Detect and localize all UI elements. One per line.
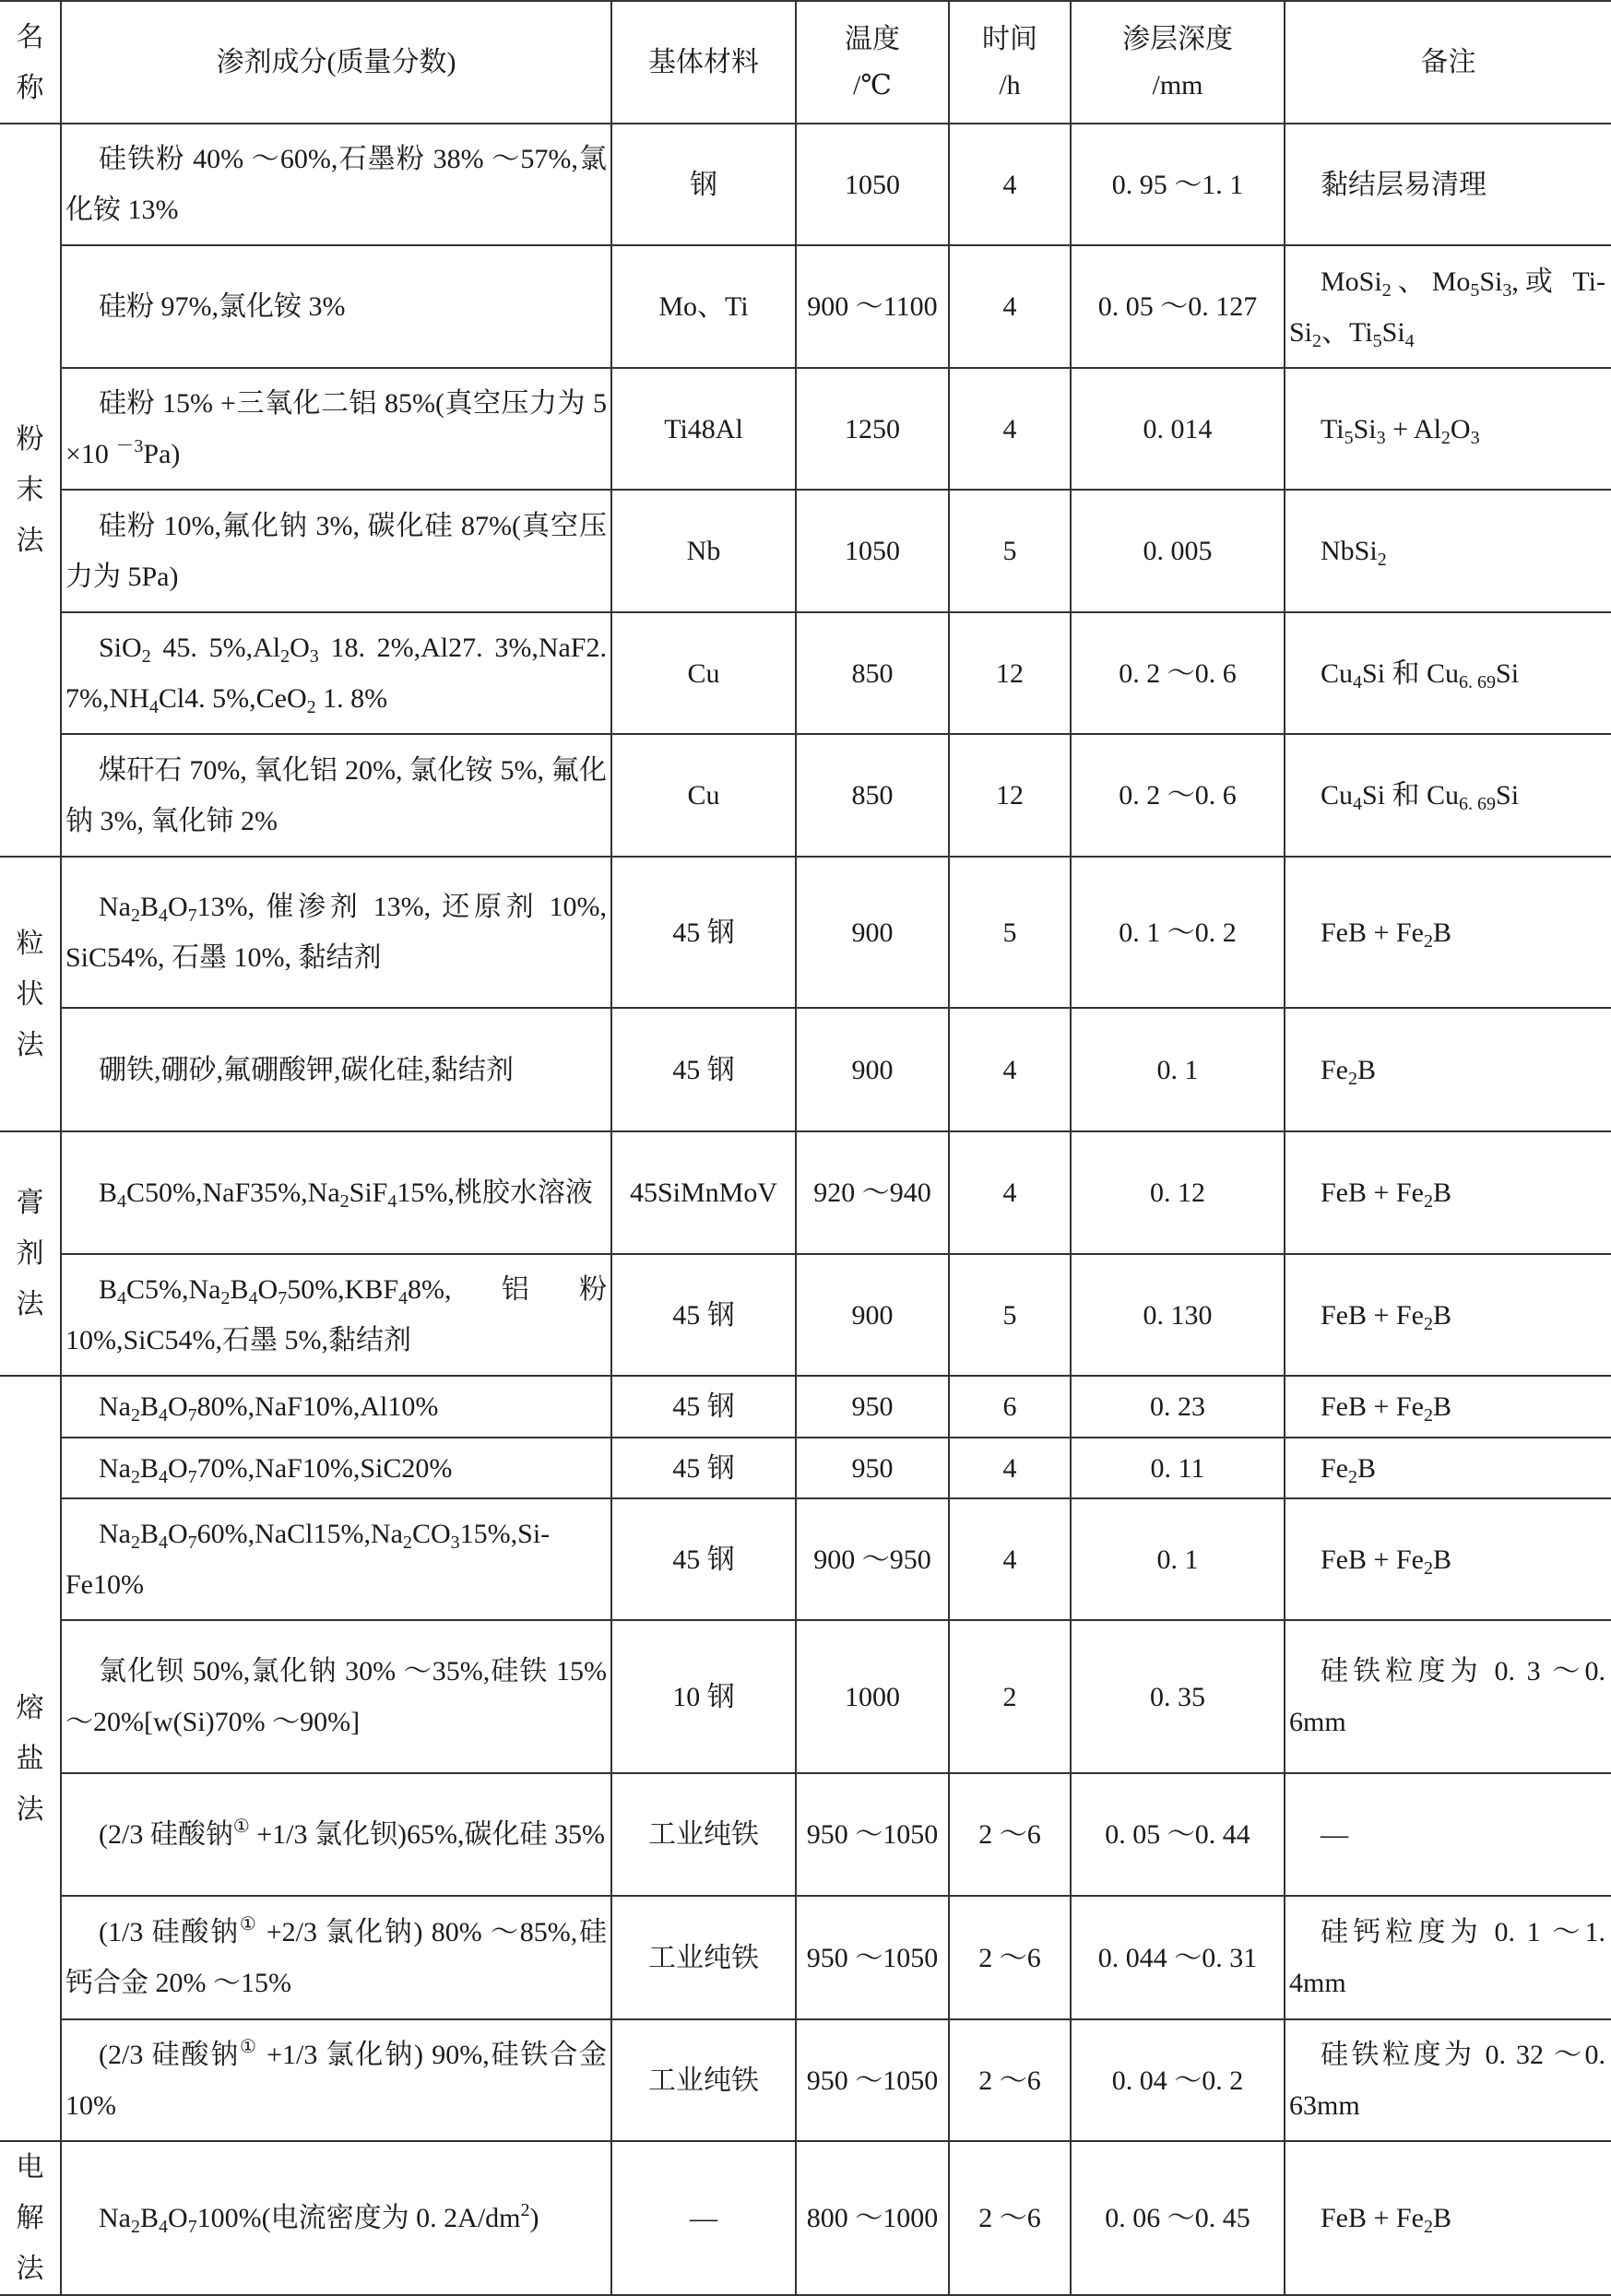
header-time [949, 1, 1071, 124]
depth-cell: 0. 95 ～1. 1 [1071, 124, 1285, 245]
subscript: 5 [1470, 279, 1480, 301]
depth-cell: 0. 1 [1071, 1498, 1285, 1620]
substrate-cell: Mo、Ti [611, 245, 796, 368]
header-depth [1071, 1, 1285, 124]
remark-cell: — [1285, 1773, 1611, 1896]
header-temperature-label: 温度 [845, 23, 900, 54]
subscript: 2 [130, 1533, 140, 1553]
time-cell: 4 [949, 1008, 1071, 1131]
substrate-cell: 45 钢 [611, 1498, 796, 1620]
composition-cell: 硅铁粉 40% ～60%,石墨粉 38% ～57%,氯化铵 13% [61, 124, 611, 245]
superscript: 2 [520, 2200, 530, 2220]
composition-cell: 硅粉 10%,氟化钠 3%, 碳化硅 87%(真空压力为 5Pa) [61, 490, 611, 612]
subscript: 7 [187, 1466, 197, 1487]
table-row [0, 1254, 1611, 1376]
subscript: 7 [278, 1288, 288, 1308]
remark-cell: NbSi$_2$ [1285, 490, 1611, 612]
subscript: 2 [1348, 1068, 1357, 1089]
temperature-cell: 850 [796, 734, 949, 857]
depth-cell: 0. 044 ～0. 31 [1071, 1896, 1285, 2019]
header-temperature-unit: /℃ [853, 69, 892, 101]
time-cell: 4 [949, 1498, 1071, 1620]
method-group-cell: 膏剂法 [0, 1131, 61, 1376]
depth-cell: 0. 05 ～0. 44 [1071, 1773, 1285, 1896]
depth-cell: 0. 130 [1071, 1254, 1285, 1376]
time-cell: 2 ～6 [949, 2141, 1071, 2295]
temperature-cell: 900 [796, 857, 949, 1008]
subscript: 7 [187, 2217, 197, 2237]
time-cell: 4 [949, 124, 1071, 245]
remark-cell: 黏结层易清理 [1285, 124, 1611, 245]
depth-cell: 0. 005 [1071, 490, 1285, 612]
remark-cell: 硅钙粒度为 0. 1 ～1. 4mm [1285, 1896, 1611, 2019]
temperature-cell: 950 ～1050 [796, 1773, 949, 1896]
substrate-cell: Cu [611, 612, 796, 734]
temperature-cell: 900 [796, 1254, 949, 1376]
table-row [0, 1131, 1611, 1254]
temperature-cell: 800 ～1000 [796, 2141, 949, 2295]
temperature-cell: 900 ～950 [796, 1498, 949, 1620]
remark-cell: $Cu_4Si$ 和 $Cu_{6. 69}Si$ [1285, 612, 1611, 734]
method-group-cell: 粉末法 [0, 124, 61, 857]
depth-cell: 0. 06 ～0. 45 [1071, 2141, 1285, 2295]
subscript: 2 [306, 697, 316, 717]
subscript: 2 [141, 646, 151, 667]
depth-cell: 0. 23 [1071, 1376, 1285, 1438]
subscript: 2 [1423, 1313, 1433, 1334]
subscript: 4 [117, 1288, 127, 1308]
remark-cell: $Fe_2B$ [1285, 1008, 1611, 1131]
subscript: 4 [398, 1288, 409, 1308]
subscript: 2 [1440, 427, 1451, 448]
substrate-cell: 工业纯铁 [611, 1773, 796, 1896]
time-cell: 2 ～6 [949, 1896, 1071, 2019]
substrate-cell: Ti48Al [611, 368, 796, 490]
subscript: 6. 69 [1459, 794, 1497, 814]
superscript: ① [232, 1817, 250, 1837]
substrate-cell: 工业纯铁 [611, 2019, 796, 2141]
method-group-cell: 粒状法 [0, 857, 61, 1131]
depth-cell: 0. 1 ～0. 2 [1071, 857, 1285, 1008]
temperature-cell: 850 [796, 612, 949, 734]
header-remark: 备注 [1285, 1, 1611, 124]
table-row [0, 490, 1611, 612]
header-composition: 渗剂成分(质量分数) [61, 1, 611, 124]
depth-cell: 0. 35 [1071, 1620, 1285, 1773]
subscript: 3 [1470, 427, 1480, 448]
remark-cell: FeB + $Fe_2B$ [1285, 1131, 1611, 1254]
subscript: 4 [159, 905, 168, 926]
time-cell: 5 [949, 857, 1071, 1008]
table-row [0, 2141, 1611, 2295]
substrate-cell: 45 钢 [611, 1008, 796, 1131]
substrate-cell: Nb [611, 490, 796, 612]
substrate-cell: 45SiMnMoV [611, 1131, 796, 1254]
time-cell: 5 [949, 1254, 1071, 1376]
table-row [0, 2019, 1611, 2141]
substrate-cell: 10 钢 [611, 1620, 796, 1773]
composition-cell: $Na_2B_4O_780\%,NaF10\%,Al10\%$ [61, 1376, 611, 1438]
time-cell: 4 [949, 368, 1071, 490]
table-body [0, 124, 1611, 2295]
substrate-cell: 45 钢 [611, 857, 796, 1008]
subscript: 4 [248, 1288, 258, 1308]
composition-cell: SiO$_2$ 45. $5\%,Al_2O_3$ 18. 2%,Al27. 3%,NaF2. $7\%,NH_4Cl4$. 5%,CeO$_2$ 1. 8% [61, 612, 611, 734]
subscript: 4 [159, 2217, 168, 2237]
table-row [0, 124, 1611, 245]
composition-cell: $Na_2B_4O_7100\%$(电流密度为 0. $2A/dm^2$) [61, 2141, 611, 2295]
superscript: －3 [115, 436, 144, 456]
temperature-cell: 1050 [796, 490, 949, 612]
depth-cell: 0. 12 [1071, 1131, 1285, 1254]
time-cell: 2 ～6 [949, 1773, 1071, 1896]
substrate-cell: 45 钢 [611, 1376, 796, 1438]
subscript: 4 [159, 1405, 168, 1426]
remark-cell: FeB + $Fe_2B$ [1285, 1254, 1611, 1376]
subscript: 7 [187, 905, 197, 926]
subscript: 2 [1423, 1191, 1433, 1212]
subscript: 4 [159, 1533, 168, 1553]
method-group-cell: 电解法 [0, 2141, 61, 2295]
header-temperature [796, 1, 949, 124]
temperature-cell: 950 [796, 1438, 949, 1498]
depth-cell: 0. 04 ～0. 2 [1071, 2019, 1285, 2141]
subscript: 2 [130, 1405, 140, 1426]
remark-cell: FeB + $Fe_2B$ [1285, 1376, 1611, 1438]
composition-cell: $B_4C5\%,Na_2B_4O_750\%,KBF_48\%$,铝粉 10%,SiC54%,石墨 5%,黏结剂 [61, 1254, 611, 1376]
composition-cell: 硅粉 15% +三氧化二铝 85%(真空压力为 5 ×10 $^{-3}$Pa) [61, 368, 611, 490]
header-time-unit: /h [999, 69, 1021, 101]
time-cell: 2 ～6 [949, 2019, 1071, 2141]
composition-cell: $Na_2B_4O_760\%,NaCl15\%,Na_2CO_315\%,Si-Fe10\%$ [61, 1498, 611, 1620]
header-depth-unit: /mm [1152, 69, 1203, 101]
subscript: 6. 69 [1459, 671, 1497, 692]
subscript: 2 [220, 1288, 231, 1308]
substrate-cell: 工业纯铁 [611, 1896, 796, 2019]
remark-cell: MoSi$_2$、$Mo_5Si_3$,或 $Ti-Si_2$、$Ti_5Si_4$ [1285, 245, 1611, 368]
table-row [0, 1376, 1611, 1438]
table-row [0, 1438, 1611, 1498]
subscript: 3 [1502, 279, 1512, 301]
table-row [0, 1498, 1611, 1620]
subscript: 4 [1353, 671, 1363, 692]
table-row [0, 857, 1611, 1008]
remark-cell: $Fe_2B$ [1285, 1438, 1611, 1498]
remark-cell: FeB + $Fe_2B$ [1285, 2141, 1611, 2295]
subscript: 2 [1423, 2217, 1433, 2237]
subscript: 2 [280, 646, 290, 667]
composition-cell: 煤矸石 70%, 氧化铝 20%, 氯化铵 5%, 氟化钠 3%, 氧化铈 2% [61, 734, 611, 857]
depth-cell: 0. 2 ～0. 6 [1071, 734, 1285, 857]
table-row [0, 245, 1611, 368]
subscript: 4 [159, 1466, 168, 1487]
subscript: 2 [1423, 1405, 1433, 1426]
time-cell: 12 [949, 612, 1071, 734]
superscript: ① [239, 1914, 258, 1935]
remark-cell: $Ti_5Si_3 + Al_2O_3$ [1285, 368, 1611, 490]
composition-cell: $B_4C50\%,NaF35\%,Na_2SiF_415\%$,桃胶水溶液 [61, 1131, 611, 1254]
subscript: 2 [1348, 1466, 1357, 1487]
time-cell: 4 [949, 1131, 1071, 1254]
header-substrate: 基体材料 [611, 1, 796, 124]
substrate-cell: 45 钢 [611, 1254, 796, 1376]
subscript: 4 [117, 1191, 127, 1212]
subscript: 2 [130, 905, 140, 926]
time-cell: 6 [949, 1376, 1071, 1438]
composition-cell: 氯化钡 50%,氯化钠 30% ～35%,硅铁 15% ～20%[w(Si)70% ～90%] [61, 1620, 611, 1773]
subscript: 3 [309, 646, 319, 667]
subscript: 2 [1423, 1557, 1433, 1579]
table-row [0, 368, 1611, 490]
substrate-cell: 45 钢 [611, 1438, 796, 1498]
subscript: 2 [1377, 550, 1387, 570]
table-row [0, 1008, 1611, 1131]
subscript: 5 [1344, 427, 1354, 448]
subscript: 2 [130, 1466, 140, 1487]
temperature-cell: 920 ～940 [796, 1131, 949, 1254]
header-depth-label: 渗层深度 [1122, 23, 1233, 54]
time-cell: 12 [949, 734, 1071, 857]
depth-cell: 0. 11 [1071, 1438, 1285, 1498]
composition-cell: (1/3 硅酸钠① +2/3 氯化钠) 80% ～85%,硅钙合金 20% ～15% [61, 1896, 611, 2019]
subscript: 2 [402, 1533, 412, 1553]
time-cell: 2 [949, 1620, 1071, 1773]
superscript: ① [240, 2037, 258, 2057]
subscript: 7 [187, 1533, 197, 1553]
depth-cell: 0. 1 [1071, 1008, 1285, 1131]
temperature-cell: 1050 [796, 124, 949, 245]
substrate-cell: 钢 [611, 124, 796, 245]
subscript: 4 [148, 697, 159, 717]
temperature-cell: 1000 [796, 1620, 949, 1773]
table-row [0, 1896, 1611, 2019]
header-time-label: 时间 [982, 23, 1037, 54]
subscript: 2 [1381, 279, 1392, 301]
method-group-cell: 熔盐法 [0, 1376, 61, 2141]
remark-cell: 硅铁粒度为 0. 32 ～0. 63mm [1285, 2019, 1611, 2141]
remark-cell: $Cu_4Si$ 和 $Cu_{6. 69}Si$ [1285, 734, 1611, 857]
composition-cell: (2/3 硅酸钠① +1/3 氯化钡)65%,碳化硅 35% [61, 1773, 611, 1896]
temperature-cell: 1250 [796, 368, 949, 490]
subscript: 5 [1372, 330, 1382, 351]
subscript: 2 [339, 1191, 349, 1212]
subscript: 4 [1404, 330, 1415, 351]
table-row [0, 734, 1611, 857]
subscript: 2 [1423, 930, 1433, 952]
composition-cell: 硼铁,硼砂,氟硼酸钾,碳化硅,黏结剂 [61, 1008, 611, 1131]
depth-cell: 0. 2 ～0. 6 [1071, 612, 1285, 734]
composition-cell: $Na_2B_4O_713\%$, 催渗剂 13%, 还原剂 10%, SiC54%, 石墨 10%, 黏结剂 [61, 857, 611, 1008]
temperature-cell: 900 ～1100 [796, 245, 949, 368]
remark-cell: FeB + $Fe_2B$ [1285, 1498, 1611, 1620]
table-row [0, 1620, 1611, 1773]
subscript: 4 [1353, 794, 1363, 814]
header-name: 名称 [0, 1, 61, 124]
temperature-cell: 900 [796, 1008, 949, 1131]
depth-cell: 0. 014 [1071, 368, 1285, 490]
substrate-cell: — [611, 2141, 796, 2295]
table-row [0, 1773, 1611, 1896]
table-row [0, 612, 1611, 734]
substrate-cell: Cu [611, 734, 796, 857]
remark-cell: 硅铁粒度为 0. 3 ～0. 6mm [1285, 1620, 1611, 1773]
composition-cell: (2/3 硅酸钠① +1/3 氯化钠) 90%,硅铁合金 10% [61, 2019, 611, 2141]
subscript: 3 [450, 1533, 460, 1553]
header-row [0, 1, 1611, 124]
time-cell: 5 [949, 490, 1071, 612]
subscript: 2 [1312, 330, 1322, 351]
subscript: 7 [187, 1405, 197, 1426]
time-cell: 4 [949, 245, 1071, 368]
temperature-cell: 950 [796, 1376, 949, 1438]
subscript: 4 [387, 1191, 397, 1212]
time-cell: 4 [949, 1438, 1071, 1498]
composition-cell: $Na_2B_4O_770\%,NaF10\%,SiC20\%$ [61, 1438, 611, 1498]
composition-cell: 硅粉 97%,氯化铵 3% [61, 245, 611, 368]
temperature-cell: 950 ～1050 [796, 2019, 949, 2141]
temperature-cell: 950 ～1050 [796, 1896, 949, 2019]
subscript: 3 [1376, 427, 1386, 448]
subscript: 2 [130, 2217, 140, 2237]
remark-cell: FeB + $Fe_2B$ [1285, 857, 1611, 1008]
depth-cell: 0. 05 ～0. 127 [1071, 245, 1285, 368]
